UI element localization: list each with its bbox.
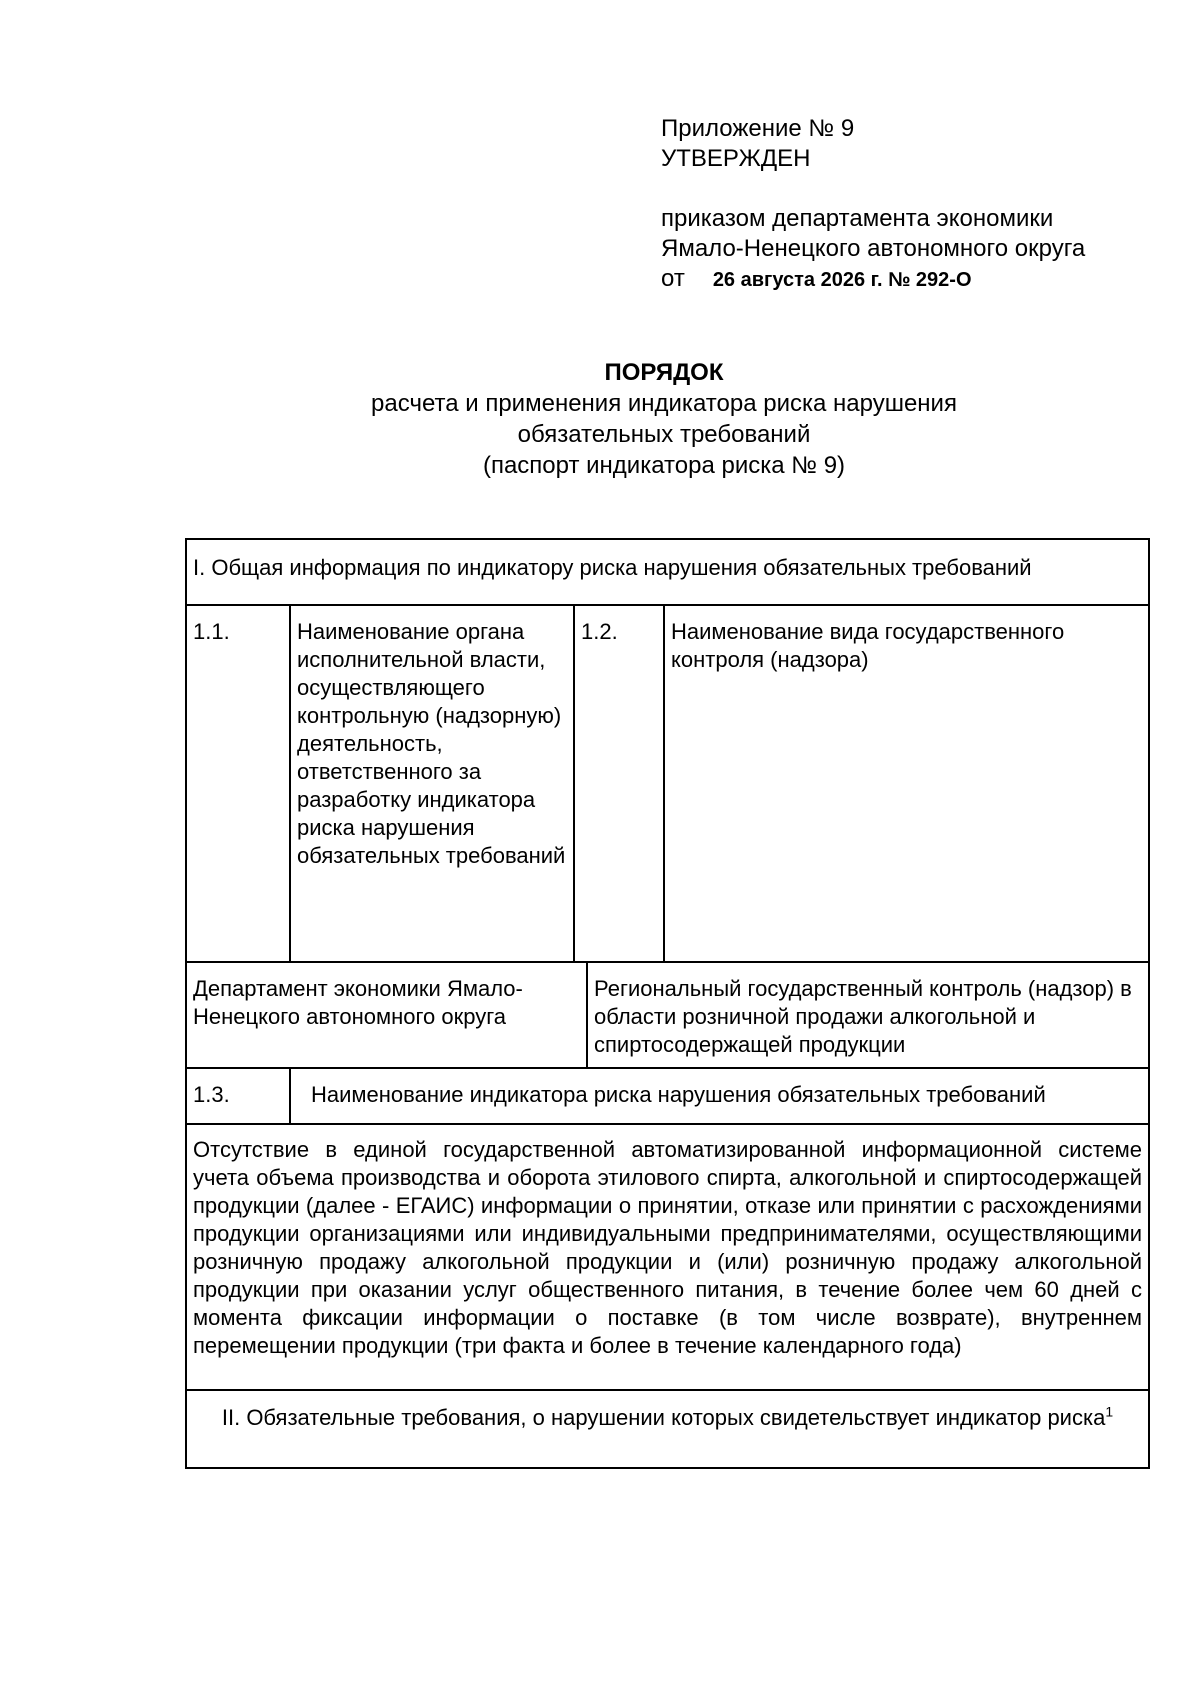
- item-1-1-number: 1.1.: [185, 604, 291, 963]
- document-title: [184, 357, 1144, 481]
- section-2-title: II. Обязательные требования, о нарушении которых свидетельствует индикатор риска: [221, 1405, 1106, 1430]
- approval-block: [661, 114, 1085, 295]
- order-line-1: приказом департамента экономики: [661, 205, 1054, 232]
- section-1-header: I. Общая информация по индикатору риска нарушения обязательных требований: [185, 538, 1150, 606]
- title-main: ПОРЯДОК: [604, 359, 724, 386]
- item-1-2-number: 1.2.: [573, 604, 665, 963]
- item-1-1-value: Департамент экономики Ямало-Ненецкого автономного округа: [185, 961, 588, 1069]
- footnote-marker: 1: [1105, 1403, 1114, 1420]
- title-line-2: обязательных требований: [517, 421, 811, 448]
- order-date-row: [661, 264, 1085, 295]
- order-line-2: Ямало-Ненецкого автономного округа: [661, 235, 1086, 262]
- section-2-header: [185, 1389, 1150, 1469]
- title-line-1: расчета и применения индикатора риска нарушения: [371, 390, 957, 417]
- passport-table: [185, 538, 1150, 1477]
- item-1-2-label: Наименование вида государственного контроля (надзора): [663, 604, 1150, 963]
- item-1-3-label: Наименование индикатора риска нарушения обязательных требований: [289, 1067, 1150, 1125]
- item-1-3-number: 1.3.: [185, 1067, 291, 1125]
- item-1-1-label: Наименование органа исполнительной власти, осуществляющего контрольную (надзорную) деятельность, ответственного за разработку индикатора риска нарушения обязательных требований: [289, 604, 575, 963]
- order-date: 26 августа 2026 г. № 292-О: [712, 269, 972, 291]
- spacer: [661, 174, 1085, 204]
- approved-stamp: УТВЕРЖДЕН: [661, 145, 811, 172]
- title-line-3: (паспорт индикатора риска № 9): [482, 452, 846, 479]
- item-1-2-value: Региональный государственный контроль (надзор) в области розничной продажи алкогольной и спиртосодержащей продукции: [586, 961, 1150, 1069]
- from-label: от: [661, 265, 685, 292]
- appendix-number: Приложение № 9: [661, 115, 855, 142]
- item-1-3-value: Отсутствие в единой государственной автоматизированной информационной системе учета объема производства и оборота этилового спирта, алкогольной и спиртосодержащей продукции (далее - ЕГАИС) информации о принятии, отказе или принятии с расхождениями продукции организациями или индивидуальными предпринимателями, осуществляющими розничную продажу алкогольной продукции и (или) розничную продажу алкогольной продукции при оказании услуг общественного питания, в течение более чем 60 дней с момента фиксации информации о поставке (в том числе возврате), внутреннем перемещении продукции (три факта и более в течение календарного года): [185, 1123, 1150, 1391]
